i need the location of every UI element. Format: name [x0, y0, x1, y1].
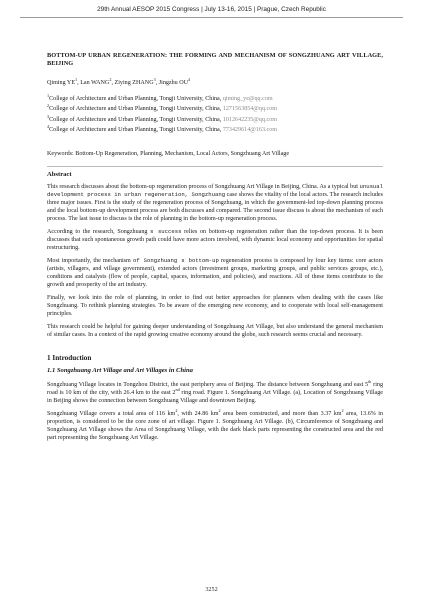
text-run: regeneration process is composed by four key items: core actors (artists, villagers, and village government), extended actors (investment groups, marketing groups, and public services groups, etc.), conditions and catalysts (flow of people, capital, spaces, information, and policies), and reactions. All of these items contribute to the growth and prosperity of the art industry.	[47, 258, 383, 289]
abstract-paragraph: Finally, we look into the role of planning, in order to find out better approaches for planners when dealing with the cases like Songzhuang. To rethink planning strategies. To be aware of the emerging new economy, and to cooperate with local self-management principles.	[47, 295, 383, 318]
superscript: 2	[175, 407, 178, 413]
superscript: th	[368, 378, 372, 384]
text-run: According to the research, Songzhuang	[47, 229, 148, 236]
superscript: nd	[175, 386, 180, 392]
email-link[interactable]: 1012642235@qq.com	[222, 116, 278, 123]
keywords: Keywords: Bottom-Up Regeneration, Planning, Mechanism, Local Actors, Songzhuang Art Village	[47, 151, 290, 158]
page-number: 3252	[205, 586, 218, 593]
keywords-rule	[47, 166, 383, 167]
text-run-mono: of Songzhuang s bottom-up	[132, 257, 219, 265]
text-run: relies on bottom-up regeneration rather than the top-down process. It is been discusses that such spontaneous growth path could have more actors involved, with dynamic local economy and opportunities for spatial restructuring.	[47, 229, 383, 252]
author-sup: 4	[188, 76, 191, 82]
author-sup: 2	[109, 76, 112, 82]
author-name: Ziying ZHANG	[114, 79, 154, 86]
affiliation	[47, 105, 383, 113]
affiliation-text: College of Architecture and Urban Planning, Tongji University, China,	[49, 116, 222, 123]
author-name: Jingzhu OU	[158, 79, 189, 86]
text-run: ring road is 10 km of the city, with 26.4 km to the east 2	[47, 381, 383, 396]
email-link[interactable]: 773429614@163.com	[222, 127, 278, 134]
body-paragraph	[47, 407, 383, 442]
affiliation-number: 3	[47, 113, 50, 119]
text-run-mono: unusual development process in urban regeneration, Songzhuang	[47, 182, 383, 199]
text-run: case shows the vitality of the local actors. The research includes three major issues. First is the study of the regeneration process of Songzhuang, in which the government-led top-down planning process and the local bottom-up development process are both discusses and compared. The second issue discuss is about the mechanism of such process. The last issue to discuss is the role of planning in the bottom-up regeneration process.	[47, 192, 383, 223]
body-paragraph	[47, 378, 383, 405]
abstract-heading: Abstract	[47, 171, 72, 179]
superscript: 2	[341, 407, 344, 413]
text-run: , with 24.86 km	[177, 410, 219, 417]
author-name: Lan WANG	[80, 79, 110, 86]
affiliation-number: 4	[47, 124, 50, 130]
author-sup: 3	[153, 76, 156, 82]
text-run: Songzhuang Village covers a total area of 116 km	[47, 410, 176, 417]
text-run: Most importantly, the mechanism	[47, 258, 131, 265]
header-rule	[20, 17, 403, 18]
text-run: area, 13.6% in proportion, is considered to be the core zone of art village. Figure 1. Songzhuang Art Village. (b), Circumference of Songzhuang and Songzhuang Art Village shows the Area of Songzhuang Village, with the dark black parts representing the constructed area and the red part representing the Songzhuang Art Village.	[47, 410, 383, 441]
affiliation-text: College of Architecture and Urban Planning, Tongji University, China,	[49, 127, 222, 134]
running-header: 29th Annual AESOP 2015 Congress | July 13-16, 2015 | Prague, Czech Republic	[97, 6, 326, 13]
affiliation-text: College of Architecture and Urban Planning, Tongji University, China,	[49, 106, 222, 113]
paper-body	[47, 52, 383, 447]
email-link[interactable]: qiming_ye@qq.com	[222, 95, 273, 102]
abstract-paragraph: This research could be helpful for gaining deeper understanding of Songzhuang Art Village, but also understand the general mechanism of similar cases. In a context of the rapid growing creative economy around the globe, such research seems crucial and necessary.	[47, 324, 383, 339]
author-name: Qiming YE	[47, 79, 76, 86]
paper-title: BOTTOM-UP URBAN REGENERATION: THE FORMING AND MECHANISM OF SONGZHUANG ART VILLAGE, BEIJING	[47, 52, 383, 68]
author-line: Qiming $YE^1$, Lan WANG$^2$, Ziying ZHANG$^3$, Jingzhu $OU^4$	[47, 76, 191, 86]
author-sup: 1	[75, 76, 78, 82]
text-run: area been constructed, and more than 3.37 km	[220, 410, 342, 417]
abstract-paragraph	[47, 228, 383, 252]
abstract-paragraph	[47, 183, 383, 223]
affiliation	[47, 92, 383, 103]
affiliation-text: College of Architecture and Urban Planning, Tongji University, China,	[49, 95, 222, 102]
text-run: Songzhuang Village locates in Tongzhou District, the east periphery area of Beijing. The distance between Songzhuang and east 5	[47, 381, 369, 388]
abstract-paragraph	[47, 257, 383, 289]
text-run: ring road. Figure 1. Songzhuang Art Village. (a), Location of Songzhuang Village in Beijing shows the connection between Songzhuang Village and downtown Beijing.	[47, 389, 383, 404]
subsection-heading: 1.1 Songzhuang Art Village and Art Villages in China	[47, 367, 193, 375]
text-run: This research discusses about the bottom-up regeneration process of Songzhuang Art Village in Beijing, China. As a typical but	[47, 183, 358, 190]
affiliation-number: 1	[47, 92, 50, 98]
superscript: 2	[218, 407, 221, 413]
email-link[interactable]: 1271563854@qq.com	[222, 106, 278, 113]
text-run-mono: s success	[150, 228, 182, 236]
affiliation-number: 2	[47, 103, 50, 109]
section-heading: 1 Introduction	[47, 353, 92, 362]
affiliation	[47, 113, 383, 124]
affiliation	[47, 126, 383, 134]
